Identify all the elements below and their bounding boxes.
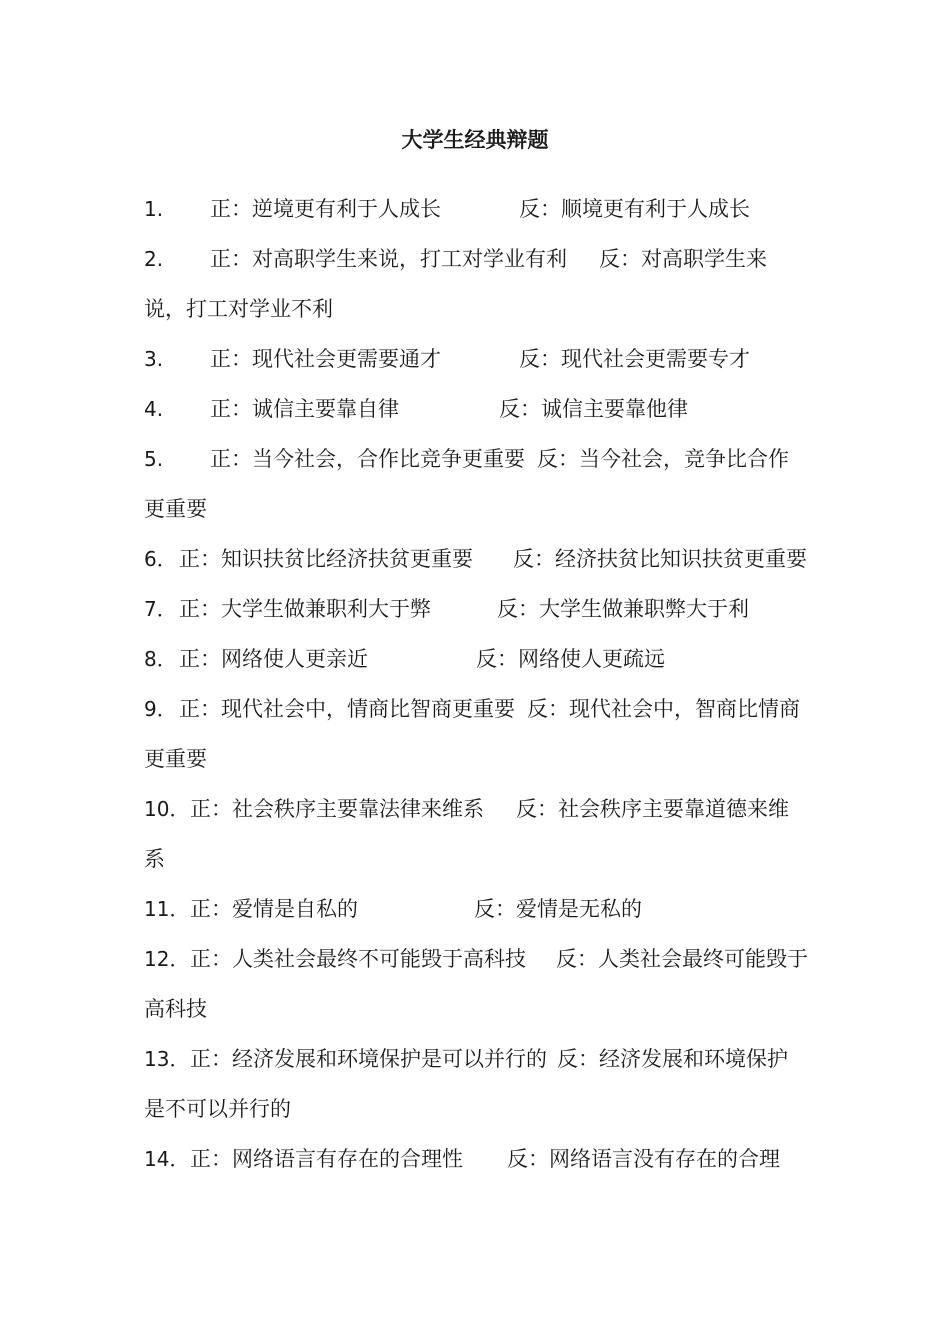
document-title: 大学生经典辩题 — [401, 128, 549, 152]
con-side: 反：对高职学生来说，打工对学业不利 — [144, 247, 767, 321]
pro-side: 正：大学生做兼职利大于弊 — [179, 597, 431, 621]
con-side: 反：现代社会更需要专才 — [519, 347, 750, 371]
debate-topic-9 — [144, 684, 808, 784]
pro-side: 正：现代社会更需要通才 — [210, 347, 441, 371]
debate-topic-6 — [144, 534, 808, 584]
con-side: 反：社会秩序主要靠道德来维系 — [144, 797, 789, 871]
topic-number: 12． — [144, 947, 190, 971]
con-side: 反：顺境更有利于人成长 — [519, 197, 750, 221]
con-side: 反：人类社会最终可能毁于高科技 — [144, 947, 808, 1021]
topic-number: 11． — [144, 897, 190, 921]
topic-number: 7． — [144, 597, 177, 621]
topic-number: 3. — [144, 347, 164, 371]
debate-topic-2 — [144, 234, 808, 334]
debate-topic-8 — [144, 634, 808, 684]
debate-topic-1 — [144, 184, 808, 234]
debate-topic-11 — [144, 884, 808, 934]
pro-side: 正：网络使人更亲近 — [179, 647, 368, 671]
debate-topic-4 — [144, 384, 808, 434]
con-side: 反：现代社会中，智商比情商更重要 — [144, 697, 800, 771]
con-side: 反：经济发展和环境保护是不可以并行的 — [144, 1047, 788, 1121]
con-side: 反：经济扶贫比知识扶贫更重要 — [513, 547, 807, 571]
debate-topic-10 — [144, 784, 808, 884]
topic-number: 6． — [144, 547, 177, 571]
topic-number: 9． — [144, 697, 177, 721]
debate-topic-14 — [144, 1134, 808, 1184]
con-side: 反：大学生做兼职弊大于利 — [497, 597, 749, 621]
debate-topic-list — [144, 184, 808, 1184]
topic-number: 8． — [144, 647, 177, 671]
debate-topic-5 — [144, 434, 808, 534]
pro-side: 正：爱情是自私的 — [190, 897, 358, 921]
con-side: 反：网络语言没有存在的合理 — [507, 1147, 780, 1171]
pro-side: 正：网络语言有存在的合理性 — [190, 1147, 463, 1171]
topic-number: 1. — [144, 197, 164, 221]
con-side: 反：网络使人更疏远 — [476, 647, 665, 671]
con-side: 反：当今社会，竞争比合作更重要 — [144, 447, 789, 521]
topic-number: 4. — [144, 397, 164, 421]
pro-side: 正：当今社会，合作比竞争更重要 — [210, 447, 525, 471]
topic-number: 14． — [144, 1147, 190, 1171]
debate-topic-12 — [144, 934, 808, 1034]
con-side: 反：爱情是无私的 — [474, 897, 642, 921]
debate-topic-7 — [144, 584, 808, 634]
pro-side: 正：社会秩序主要靠法律来维系 — [190, 797, 484, 821]
topic-number: 10． — [144, 797, 190, 821]
debate-topic-13 — [144, 1034, 808, 1134]
pro-side: 正：现代社会中，情商比智商更重要 — [179, 697, 515, 721]
debate-topic-3 — [144, 334, 808, 384]
pro-side: 正：经济发展和环境保护是可以并行的 — [190, 1047, 547, 1071]
con-side: 反：诚信主要靠他律 — [499, 397, 688, 421]
pro-side: 正：对高职学生来说，打工对学业有利 — [210, 247, 567, 271]
pro-side: 正：人类社会最终不可能毁于高科技 — [190, 947, 526, 971]
pro-side: 正：知识扶贫比经济扶贫更重要 — [179, 547, 473, 571]
topic-number: 13． — [144, 1047, 190, 1071]
pro-side: 正：诚信主要靠自律 — [210, 397, 399, 421]
pro-side: 正：逆境更有利于人成长 — [210, 197, 441, 221]
topic-number: 2. — [144, 247, 164, 271]
topic-number: 5. — [144, 447, 164, 471]
